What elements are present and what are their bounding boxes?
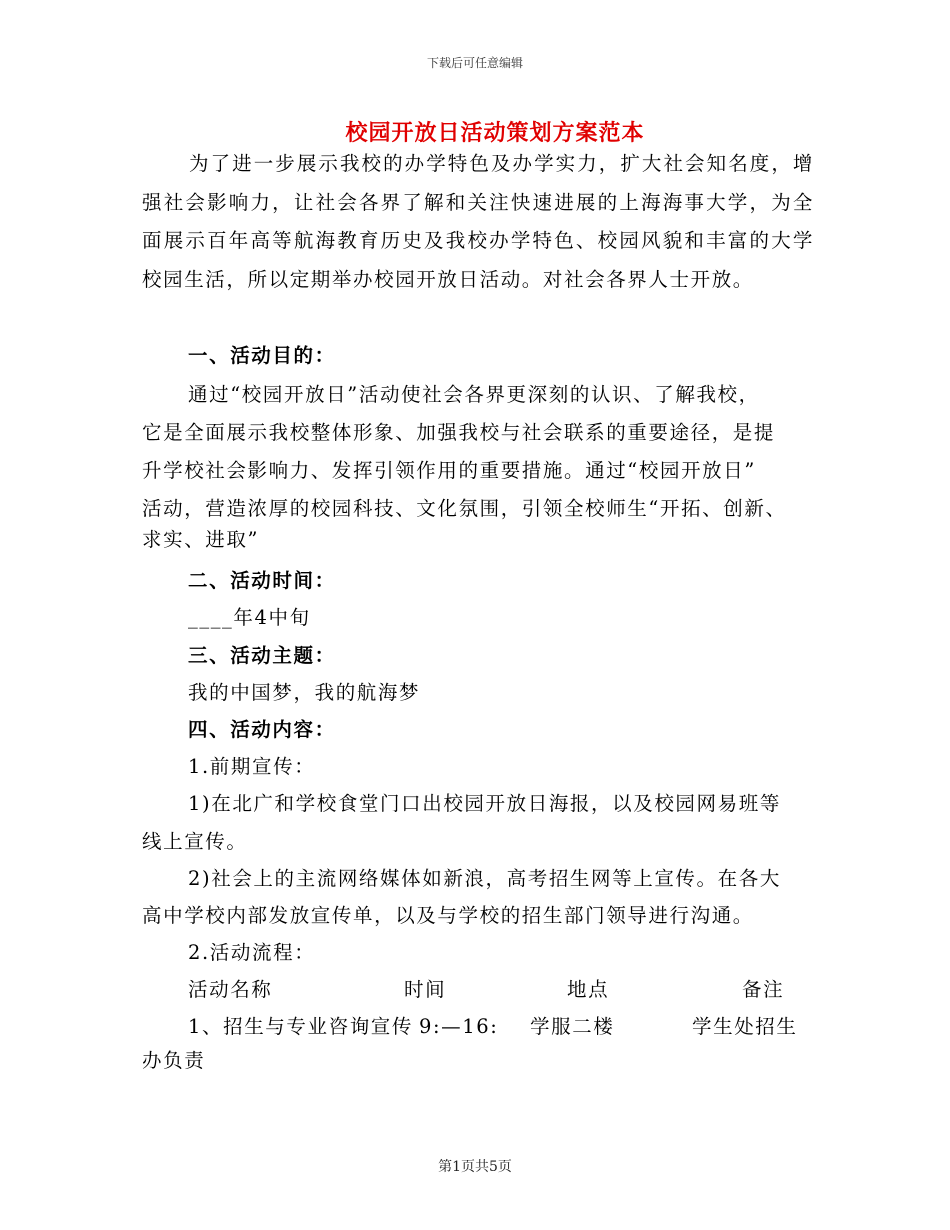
section-heading-theme: 三、活动主题： — [188, 644, 336, 667]
section-heading-purpose: 一、活动目的： — [188, 344, 336, 367]
table-row-1-name: 1、招生与专业咨询宣传 — [188, 1015, 414, 1038]
activity-theme: 我的中国梦，我的航海梦 — [188, 681, 421, 704]
promotion-item-1-line-2: 线上宣传。 — [142, 830, 248, 853]
header-note: 下载后可任意编辑 — [426, 56, 523, 70]
table-header-time: 时间 — [404, 978, 447, 1001]
activity-time: ____年4中旬 — [188, 606, 311, 629]
table-row-1-time: 9:—16: — [419, 1015, 499, 1038]
promotion-item-2-line-2: 高中学校内部发放宣传单，以及与学校的招生部门领导进行沟通。 — [142, 904, 754, 927]
section-heading-content: 四、活动内容： — [188, 718, 336, 741]
table-row-1-note: 学生处招生 — [692, 1015, 798, 1038]
table-header-place: 地点 — [567, 978, 610, 1001]
promotion-item-1-line-1: 1)在北广和学校食堂门口出校园开放日海报，以及校园网易班等 — [188, 792, 781, 815]
purpose-line-4: 活动，营造浓厚的校园科技、文化氛围，引领全校师生“开拓、创新、 — [142, 497, 787, 520]
section-heading-time: 二、活动时间： — [188, 569, 336, 592]
intro-paragraph: 为了进一步展示我校的办学特色及办学实力，扩大社会知名度，增强社会影响力，让社会各界了解和关注快速进展的上海海事大学，为全面展示百年高等航海教育历史及我校办学特色、校园风貌和丰富的大学校园生活，所以定期举办校园开放日活动。对社会各界人士开放。 — [142, 152, 814, 291]
table-row-1-place: 学服二楼 — [530, 1015, 615, 1038]
table-header-name: 活动名称 — [188, 978, 273, 1001]
purpose-line-3: 升学校社会影响力、发挥引领作用的重要措施。通过“校园开放日” — [142, 459, 756, 482]
subheading-promotion: 1.前期宣传： — [188, 755, 316, 778]
promotion-item-2-line-1: 2)社会上的主流网络媒体如新浪，高考招生网等上宣传。在各大 — [188, 867, 781, 890]
document-title: 校园开放日活动策划方案范本 — [345, 120, 645, 146]
purpose-line-2: 它是全面展示我校整体形象、加强我校与社会联系的重要途径，是提 — [142, 421, 776, 444]
page-footer: 第1页共5页 — [438, 1159, 512, 1175]
purpose-line-5: 求实、进取” — [142, 528, 260, 551]
purpose-line-1: 通过“校园开放日”活动使社会各界更深刻的认识、了解我校， — [188, 383, 760, 406]
subheading-process: 2.活动流程： — [188, 941, 316, 964]
table-row-1-note-continued: 办负责 — [142, 1049, 206, 1072]
table-header-note: 备注 — [742, 978, 785, 1001]
